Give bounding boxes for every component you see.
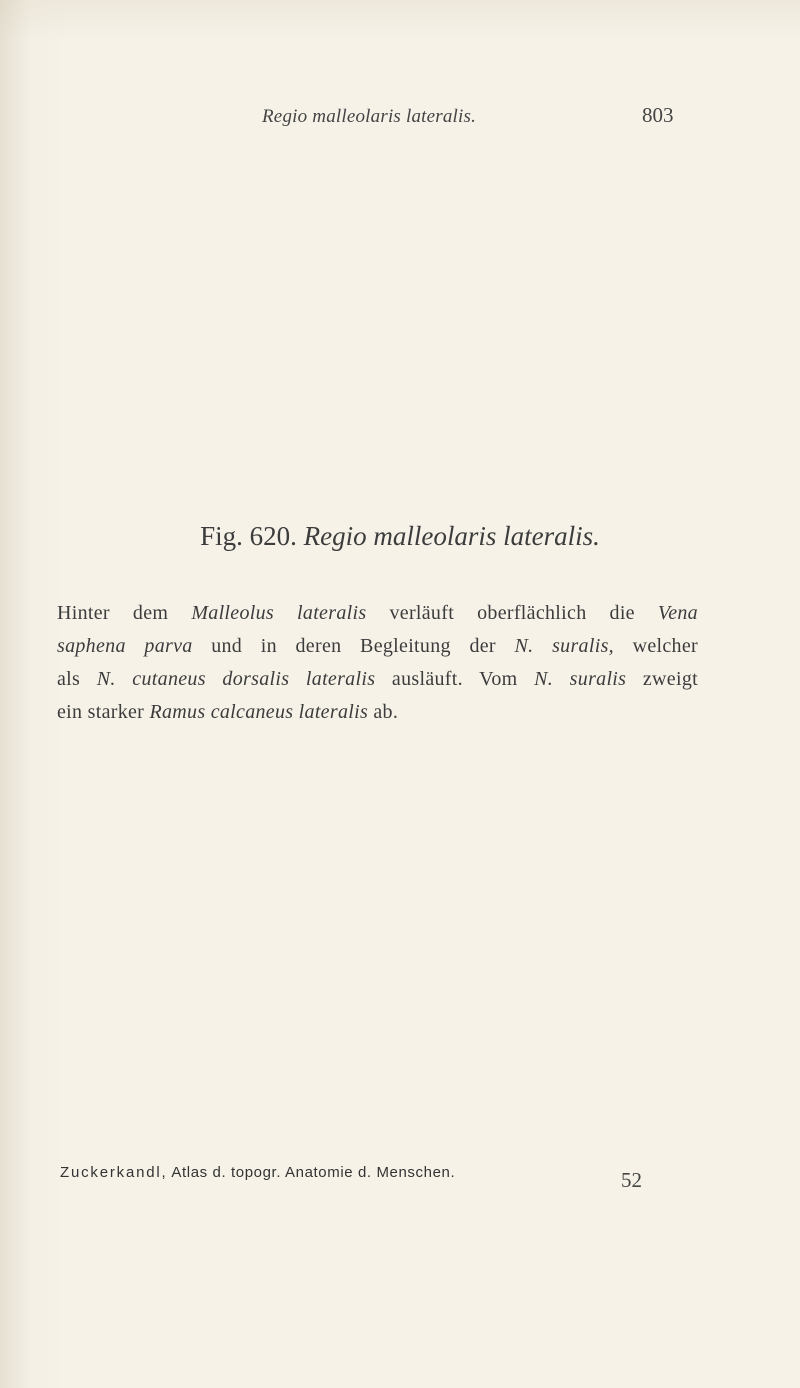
footer-work: Atlas d. topogr. Anatomie d. Menschen.: [167, 1164, 456, 1181]
text-run: ausläuft. Vom: [375, 668, 535, 690]
italic-term: Ramus calcaneus lateralis: [149, 701, 369, 723]
footer-author: Zuckerkandl,: [60, 1164, 168, 1181]
signature-mark: 52: [621, 1168, 642, 1192]
page-number: 803: [642, 103, 674, 127]
paragraph-line: [57, 696, 698, 729]
running-head: Regio malleolaris lateralis.: [262, 106, 477, 127]
italic-term: Vena: [657, 602, 698, 624]
italic-term: saphena parva: [57, 635, 193, 657]
text-run: ein starker: [57, 701, 150, 723]
text-run: welcher: [613, 635, 698, 657]
figure-label: Fig. 620.: [200, 521, 297, 551]
italic-term: N. suralis,: [514, 635, 614, 657]
paragraph-line: [57, 663, 698, 696]
paragraph-line: [57, 597, 698, 630]
text-run: Hinter dem: [57, 602, 192, 624]
body-paragraph: [57, 597, 698, 729]
figure-caption: [0, 521, 800, 552]
italic-term: Malleolus lateralis: [191, 602, 367, 624]
paragraph-line: [57, 630, 698, 663]
footer-imprint: [60, 1164, 455, 1181]
text-run: verläuft oberflächlich die: [366, 602, 658, 624]
text-run: zweigt: [626, 668, 698, 690]
text-run: und in deren Begleitung der: [192, 635, 515, 657]
italic-term: N. cutaneus dorsalis lateralis: [96, 668, 376, 690]
text-run: ab.: [368, 701, 399, 723]
figure-title: Regio malleolaris lateralis.: [303, 521, 600, 551]
italic-term: N. suralis: [534, 668, 627, 690]
text-run: als: [57, 668, 97, 690]
